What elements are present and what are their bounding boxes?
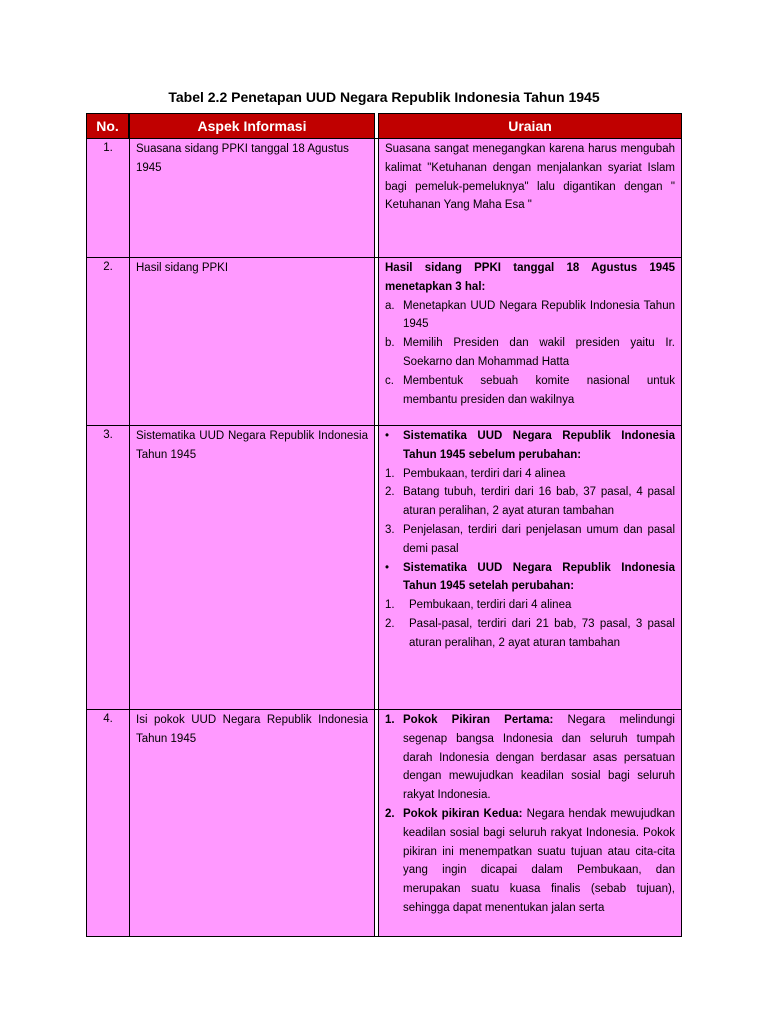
- aspek-text: Suasana sidang PPKI tanggal 18 Agustus 1945: [136, 143, 349, 174]
- list-item: [385, 521, 675, 559]
- list-marker: 2.: [385, 807, 395, 820]
- row-number: 3.: [86, 426, 129, 710]
- list-text: Pasal-pasal, terdiri dari 21 bab, 73 pasal, 3 pasal aturan peralihan, 2 ayat aturan tambahan: [409, 617, 675, 649]
- uraian-text: Suasana sangat menegangkan karena harus mengubah kalimat "Ketuhanan dengan menjalankan syariat Islam bagi pemeluk-pemeluknya" lalu digantikan dengan " Ketuhanan Yang Maha Esa ": [385, 143, 675, 212]
- header-uraian: Uraian: [378, 113, 682, 139]
- uraian-cell: [378, 258, 682, 426]
- bullet-item: [385, 559, 675, 597]
- list-item: [385, 710, 675, 805]
- list-marker: c.: [385, 374, 394, 387]
- bullet-item: [385, 426, 675, 465]
- row-number: 4.: [86, 710, 129, 937]
- header-aspek: Aspek Informasi: [129, 113, 375, 139]
- bullet-icon: •: [385, 561, 390, 574]
- list-text: Penjelasan, terdiri dari penjelasan umum dan pasal demi pasal: [403, 523, 675, 555]
- table-row: [86, 426, 682, 710]
- list-marker: a.: [385, 299, 395, 312]
- list-item: [385, 805, 675, 918]
- list-body: Negara hendak mewujudkan keadilan sosial bagi seluruh rakyat Indonesia. Pokok pikiran ini menempatkan suatu tujuan atau cita-cita yang ingin dicapai dalam Pembukaan, dan merupakan suatu kuasa finalis (sebab tujuan), sehingga dapat menentukan jalan serta: [403, 807, 675, 914]
- list-text: Menetapkan UUD Negara Republik Indonesia Tahun 1945: [403, 299, 675, 331]
- row-number: 2.: [86, 258, 129, 426]
- list-text: Memilih Presiden dan wakil presiden yaitu Ir. Soekarno dan Mohammad Hatta: [403, 337, 675, 368]
- list-item: [385, 483, 675, 521]
- aspek-text: Isi pokok UUD Negara Republik Indonesia Tahun 1945: [136, 714, 368, 745]
- bullet-text: Sistematika UUD Negara Republik Indonesia Tahun 1945 setelah perubahan:: [403, 561, 675, 593]
- penetapan-uud-table: [86, 113, 682, 937]
- list-body: Negara melindungi segenap bangsa Indonesia dan seluruh tumpah darah Indonesia dengan berdasar asas persatuan dengan mewujudkan keadilan sosial bagi seluruh rakyat Indonesia.: [403, 714, 675, 802]
- list-marker: 1.: [385, 467, 395, 480]
- aspek-cell: [129, 258, 375, 426]
- aspek-cell: [129, 710, 375, 937]
- list-marker: 3.: [385, 523, 395, 536]
- list-text: [403, 805, 675, 918]
- list-marker: 2.: [385, 617, 395, 630]
- list-item: [385, 372, 675, 410]
- list-item: [385, 465, 675, 484]
- header-no: No.: [86, 113, 129, 139]
- uraian-list: [385, 297, 675, 410]
- row-number: 1.: [86, 139, 129, 258]
- table-title: Tabel 2.2 Penetapan UUD Negara Republik Indonesia Tahun 1945: [168, 89, 600, 105]
- list-text: Pembukaan, terdiri dari 4 alinea: [403, 467, 566, 480]
- list-marker: 1.: [385, 714, 395, 726]
- list-text: Membentuk sebuah komite nasional untuk membantu presiden dan wakilnya: [403, 374, 675, 406]
- list-item: [385, 615, 675, 653]
- list-marker: b.: [385, 337, 395, 350]
- aspek-cell: [129, 426, 375, 710]
- list-text: Pembukaan, terdiri dari 4 alinea: [409, 599, 572, 612]
- table-header-row: [86, 113, 682, 139]
- aspek-text: Hasil sidang PPKI: [136, 262, 229, 274]
- table-row: [86, 710, 682, 937]
- table-row: [86, 258, 682, 426]
- list-label: Pokok Pikiran Pertama:: [403, 714, 554, 726]
- uraian-cell: [378, 139, 682, 258]
- list-item: [385, 334, 675, 372]
- uraian-cell: [378, 426, 682, 710]
- table-row: [86, 139, 682, 258]
- aspek-cell: [129, 139, 375, 258]
- list-item: [385, 596, 675, 615]
- list-marker: 1.: [385, 599, 395, 612]
- uraian-intro: Hasil sidang PPKI tanggal 18 Agustus 1945 menetapkan 3 hal:: [385, 262, 675, 293]
- list-item: [385, 297, 675, 335]
- list-text: [403, 711, 675, 805]
- bullet-text: Sistematika UUD Negara Republik Indonesia Tahun 1945 sebelum perubahan:: [403, 430, 675, 461]
- list-marker: 2.: [385, 486, 395, 499]
- uraian-cell: [378, 710, 682, 937]
- bullet-icon: •: [385, 430, 390, 442]
- list-label: Pokok pikiran Kedua:: [403, 807, 523, 820]
- aspek-text: Sistematika UUD Negara Republik Indonesia Tahun 1945: [136, 430, 368, 461]
- list-text: Batang tubuh, terdiri dari 16 bab, 37 pasal, 4 pasal aturan peralihan, 2 ayat aturan tambahan: [403, 486, 675, 518]
